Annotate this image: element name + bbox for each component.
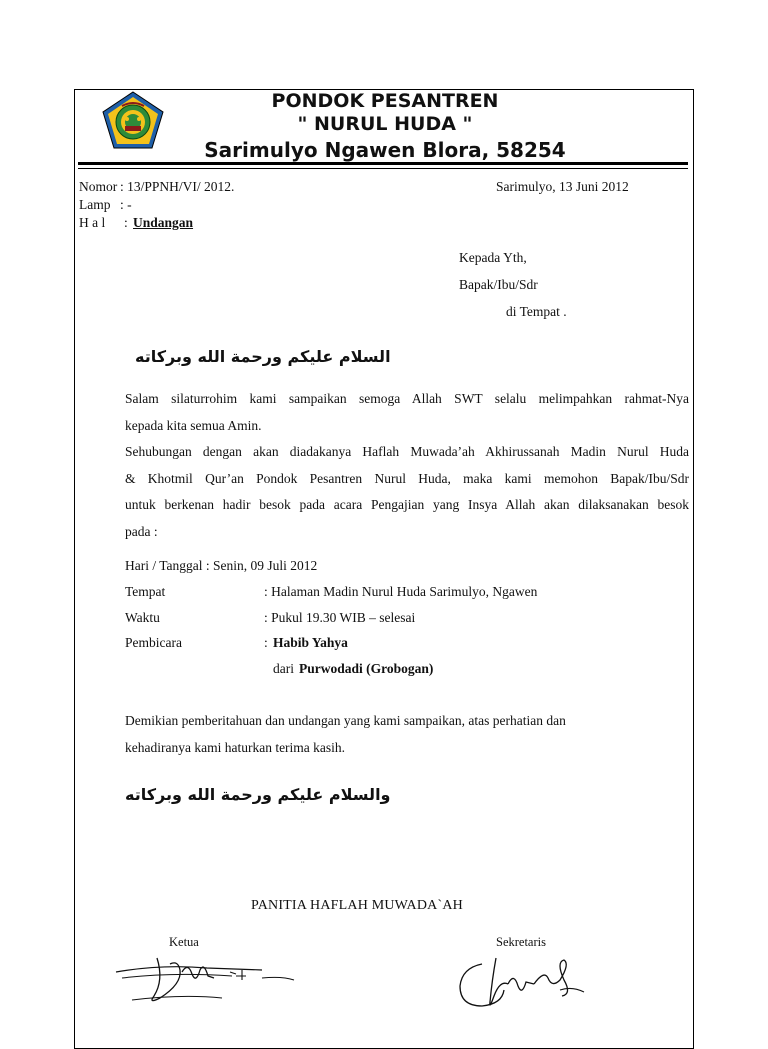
org-address: Sarimulyo Ngawen Blora, 58254 (204, 138, 566, 162)
event-speaker-origin: Purwodadi (Grobogan) (299, 661, 434, 676)
event-speaker-separator: : (264, 635, 268, 650)
place-date: Sarimulyo, 13 Juni 2012 (496, 179, 629, 194)
hal-label: H a l (79, 215, 106, 230)
lamp-value: : - (120, 197, 132, 212)
event-speaker-from-prefix: dari (273, 661, 294, 676)
nomor-value: : 13/PPNH/VI/ 2012. (120, 179, 235, 194)
header-rule-thick (78, 162, 688, 165)
recipient-line-2: Bapak/Ibu/Sdr (459, 277, 538, 292)
body-line: & Khotmil Qur’an Pondok Pesantren Nurul Huda, maka kami memohon Bapak/Ibu/Sdr (125, 470, 689, 486)
body-line: untuk berkenan hadir besok pada acara Pengajian yang Insya Allah akan dilaksanakan besok (125, 497, 689, 512)
institution-logo-icon (100, 90, 166, 152)
chair-signature-icon (112, 950, 302, 1010)
event-speaker-name: Habib Yahya (273, 635, 348, 650)
closing-line-1: Demikian pemberitahuan dan undangan yang kami sampaikan, atas perhatian dan (125, 713, 566, 728)
letterhead (170, 90, 600, 164)
greeting-opening: السلام عليكم ورحمة الله وبركاته (135, 347, 391, 366)
event-time-value: : Pukul 19.30 WIB – selesai (264, 610, 416, 625)
recipient-line-3: di Tempat . (506, 304, 567, 319)
event-time-label: Waktu (125, 610, 160, 625)
body-line: pada : (125, 523, 158, 539)
secretary-title: Sekretaris (496, 935, 546, 949)
greeting-closing: والسلام عليكم ورحمة الله وبركاته (125, 785, 391, 804)
body-paragraph-1 (125, 386, 689, 439)
nomor-label: Nomor (79, 179, 118, 194)
org-name: PONDOK PESANTREN (271, 90, 499, 112)
event-date: Hari / Tanggal : Senin, 09 Juli 2012 (125, 558, 318, 573)
event-place-value: : Halaman Madin Nurul Huda Sarimulyo, Ngawen (264, 584, 538, 599)
body-paragraph-2 (125, 439, 689, 545)
committee-name: PANITIA HAFLAH MUWADA`AH (251, 898, 463, 913)
hal-separator: : (124, 215, 128, 230)
body-line: Salam silaturrohim kami sampaikan semoga Allah SWT selalu melimpahkan rahmat-Nya (125, 391, 689, 406)
body-line: kepada kita semua Amin. (125, 417, 262, 433)
chair-title: Ketua (169, 935, 199, 949)
lamp-label: Lamp (79, 197, 111, 212)
event-speaker-label: Pembicara (125, 635, 182, 650)
recipient-line-1: Kepada Yth, (459, 250, 527, 265)
body-line: Sehubungan dengan akan diadakanya Haflah Muwada’ah Akhirussanah Madin Nurul Huda (125, 444, 689, 459)
secretary-signature-icon (452, 950, 592, 1016)
org-subname: " NURUL HUDA " (297, 113, 473, 135)
event-place-label: Tempat (125, 584, 166, 599)
header-rule-thin (78, 168, 688, 169)
hal-value: Undangan (133, 215, 194, 230)
closing-line-2: kehadiranya kami haturkan terima kasih. (125, 740, 346, 755)
